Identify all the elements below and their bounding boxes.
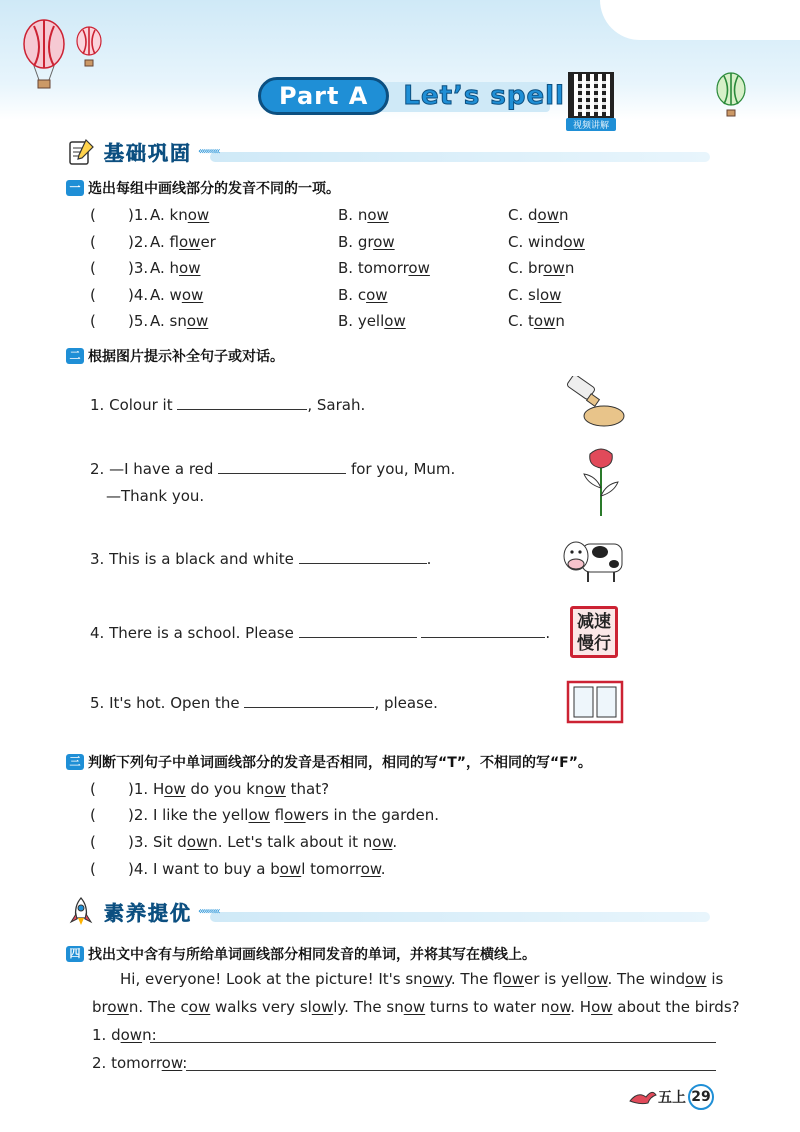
option-underlined: ow — [384, 312, 406, 330]
sign-text: 慢行 — [577, 634, 611, 654]
choice-paren[interactable]: ( — [90, 233, 96, 251]
option-c — [508, 233, 585, 251]
passage-text: n. The c — [128, 998, 189, 1016]
question-instruction: 选出每组中画线部分的发音不同的一项。 — [88, 181, 340, 197]
fill-item-3 — [90, 550, 431, 568]
item-number: 4. — [90, 624, 105, 642]
judge-paren[interactable]: ( — [90, 806, 96, 824]
sentence-underlined: ow — [186, 833, 209, 851]
section-header-advanced — [66, 896, 219, 926]
item-number: 3. — [90, 550, 105, 568]
answer-line-1[interactable] — [150, 1042, 716, 1043]
item-text: There is a school. Please — [109, 624, 294, 642]
passage-underlined: ow — [188, 998, 211, 1016]
option-underlined: ow — [537, 206, 559, 224]
qr-label[interactable]: 视频讲解 — [566, 118, 616, 131]
judge-paren[interactable]: ( — [90, 780, 96, 798]
option-c — [508, 259, 574, 277]
option-b — [338, 259, 430, 277]
sentence-text: fl — [269, 806, 285, 824]
passage-text: br — [92, 998, 108, 1016]
cow-icon — [560, 530, 626, 586]
fill-item-1 — [90, 396, 365, 414]
option-b — [338, 206, 389, 224]
option-underlined: ow — [373, 233, 395, 251]
answer-blank[interactable] — [421, 624, 545, 638]
paint-tube-icon — [562, 376, 628, 430]
sentence-underlined: ow — [279, 860, 302, 878]
choice-number: )2. — [128, 233, 149, 251]
sentence-text: ers in the garden. — [305, 806, 440, 824]
hot-air-balloon-icon — [714, 72, 748, 120]
option-text: B. yell — [338, 312, 385, 330]
choice-number: )1. — [128, 206, 149, 224]
choice-paren[interactable]: ( — [90, 206, 96, 224]
cloud-decoration — [600, 0, 800, 40]
section-header-basic — [66, 136, 219, 166]
section-bar — [210, 152, 710, 162]
option-underlined: ow — [366, 286, 388, 304]
qr-code[interactable] — [568, 72, 614, 118]
option-underlined: ow — [181, 286, 204, 304]
passage-text: ly. The sn — [333, 998, 404, 1016]
option-text: B. tomorr — [338, 259, 409, 277]
question-3-header — [66, 752, 592, 772]
passage-underlined: ow — [311, 998, 334, 1016]
option-a — [150, 286, 203, 304]
passage-text: walks very sl — [210, 998, 312, 1016]
option-a — [150, 206, 209, 224]
option-text: C. br — [508, 259, 544, 277]
label-text: n: — [142, 1026, 157, 1044]
choice-paren[interactable]: ( — [90, 312, 96, 330]
page-footer — [628, 1084, 714, 1110]
passage-underlined: ow — [685, 970, 707, 988]
passage-text: Hi, everyone! Look at the picture! It's sn — [120, 970, 423, 988]
item-text: for you, Mum. — [350, 460, 456, 478]
option-text: C. sl — [508, 286, 540, 304]
option-a — [150, 312, 208, 330]
answer-blank[interactable] — [299, 624, 417, 638]
item-text: , please. — [374, 694, 438, 712]
passage-underlined: ow — [550, 998, 571, 1016]
sentence-underlined: ow — [264, 780, 286, 798]
option-c — [508, 206, 569, 224]
option-c — [508, 312, 565, 330]
sentence-underlined: ow — [248, 806, 270, 824]
judge-paren[interactable]: ( — [90, 833, 96, 851]
sentence-underlined: ow — [284, 806, 306, 824]
sentence-text: . — [392, 833, 398, 851]
bird-icon — [628, 1087, 658, 1107]
sentence-underlined: ow — [372, 833, 393, 851]
option-text: n — [555, 312, 565, 330]
choice-paren[interactable]: ( — [90, 259, 96, 277]
choice-number: )5. — [128, 312, 149, 330]
section-title: 素养提优 — [104, 900, 192, 925]
question-number: 三 — [66, 754, 84, 770]
question-4-header — [66, 944, 536, 964]
option-underlined: ow — [408, 259, 430, 277]
question-instruction: 找出文中含有与所给单词画线部分相同发音的单词，并将其写在横线上。 — [88, 947, 536, 963]
item-text: —I have a red — [109, 460, 214, 478]
item-text: . — [545, 624, 551, 642]
option-b — [338, 233, 395, 251]
passage-text: is — [706, 970, 724, 988]
answer-blank[interactable] — [177, 396, 307, 410]
sentence-text: that? — [285, 780, 330, 798]
sentence-text: )3. — [128, 833, 153, 851]
option-text: er — [200, 233, 216, 251]
passage-underlined: ow — [107, 998, 129, 1016]
page-number: 29 — [688, 1084, 714, 1110]
question-instruction: 根据图片提示补全句子或对话。 — [88, 349, 284, 365]
passage-text: y. The fl — [444, 970, 503, 988]
option-text: B. c — [338, 286, 367, 304]
question-1-header — [66, 178, 340, 198]
answer-line-2[interactable] — [186, 1070, 716, 1071]
passage-line-2 — [92, 998, 740, 1016]
choice-number: )4. — [128, 286, 149, 304]
option-underlined: ow — [367, 206, 389, 224]
passage-text: er is yell — [524, 970, 588, 988]
option-underlined: ow — [178, 233, 201, 251]
fill-item-2-reply: —Thank you. — [106, 487, 205, 505]
rose-icon — [574, 444, 628, 518]
grade-label: 五上 — [658, 1090, 686, 1106]
option-text: n — [558, 206, 569, 224]
option-text: C. d — [508, 206, 538, 224]
option-text: A. fl — [150, 233, 179, 251]
passage-text: about the birds? — [612, 998, 740, 1016]
sentence-text: )2. — [128, 806, 153, 824]
option-text: C. wind — [508, 233, 564, 251]
passage-text: turns to water n — [425, 998, 551, 1016]
judge-sentence — [128, 860, 386, 878]
sentence-text: )1. — [128, 780, 153, 798]
sentence-text: l tomorr — [301, 860, 361, 878]
judge-sentence — [128, 780, 329, 798]
choice-number: )3. — [128, 259, 149, 277]
chevrons-decoration: ««««« — [198, 905, 219, 917]
window-icon — [566, 680, 624, 724]
hot-air-balloon-icon — [74, 26, 104, 70]
sign-text: 减速 — [577, 612, 611, 632]
option-text: A. h — [150, 259, 180, 277]
rocket-icon — [66, 896, 96, 926]
answer-blank[interactable] — [218, 460, 346, 474]
part-label: Part A — [258, 77, 389, 115]
option-b — [338, 286, 388, 304]
item-text: , Sarah. — [307, 396, 366, 414]
option-text: A. sn — [150, 312, 187, 330]
option-text: B. n — [338, 206, 368, 224]
sentence-underlined: ow — [164, 780, 186, 798]
section-title: 基础巩固 — [104, 140, 192, 165]
item-text: . — [426, 550, 432, 568]
label-text: 2. tomorr — [92, 1054, 162, 1072]
passage-text: . The wind — [607, 970, 686, 988]
sentence-text: I want to buy a b — [152, 860, 280, 878]
title-text: Let’s spell — [403, 81, 565, 111]
question-number: 四 — [66, 946, 84, 962]
question-number: 二 — [66, 348, 84, 364]
question-number: 一 — [66, 180, 84, 196]
sentence-text: H — [152, 780, 165, 798]
label-text: 1. d — [92, 1026, 121, 1044]
sentence-text: I like the yell — [152, 806, 249, 824]
option-c — [508, 286, 561, 304]
judge-paren[interactable]: ( — [90, 860, 96, 878]
item-number: 1. — [90, 396, 105, 414]
label-underlined: ow — [161, 1054, 183, 1072]
section-bar — [210, 912, 710, 922]
label-text: : — [182, 1054, 188, 1072]
fill-item-2 — [90, 460, 455, 478]
passage-underlined: ow — [403, 998, 426, 1016]
option-underlined: ow — [186, 312, 209, 330]
passage-underlined: ow — [422, 970, 445, 988]
page-title — [258, 76, 565, 116]
option-underlined: ow — [543, 259, 565, 277]
passage-underlined: ow — [587, 970, 608, 988]
hot-air-balloon-icon — [20, 18, 68, 92]
sentence-text: . — [380, 860, 386, 878]
judge-sentence — [128, 833, 397, 851]
answer-blank[interactable] — [299, 550, 427, 564]
fill-item-5 — [90, 694, 438, 712]
item-number: 5. — [90, 694, 105, 712]
fill-item-4 — [90, 624, 550, 642]
option-text: B. gr — [338, 233, 374, 251]
item-text: This is a black and white — [109, 550, 294, 568]
slow-down-sign — [570, 606, 618, 658]
answer-label-2 — [92, 1054, 187, 1072]
option-underlined: ow — [187, 206, 210, 224]
option-a — [150, 233, 216, 251]
question-2-header — [66, 346, 284, 366]
label-underlined: ow — [120, 1026, 143, 1044]
passage-text: . H — [570, 998, 592, 1016]
chevrons-decoration: ««««« — [198, 145, 219, 157]
option-underlined: ow — [563, 233, 585, 251]
option-text: A. kn — [150, 206, 188, 224]
option-b — [338, 312, 406, 330]
passage-underlined: ow — [502, 970, 524, 988]
option-underlined: ow — [179, 259, 201, 277]
option-text: A. w — [150, 286, 182, 304]
item-text: It's hot. Open the — [109, 694, 240, 712]
sentence-text: do you kn — [185, 780, 265, 798]
option-underlined: ow — [533, 312, 556, 330]
passage-line-1 — [120, 970, 723, 988]
item-text: Colour it — [109, 396, 173, 414]
passage-underlined: ow — [591, 998, 613, 1016]
option-text: n — [564, 259, 575, 277]
answer-label-1 — [92, 1026, 157, 1044]
option-a — [150, 259, 201, 277]
sentence-text: Sit d — [152, 833, 187, 851]
answer-blank[interactable] — [244, 694, 374, 708]
sentence-text: n. Let's talk about it n — [208, 833, 373, 851]
question-instruction: 判断下列句子中单词画线部分的发音是否相同，相同的写“T”，不相同的写“F”。 — [88, 755, 592, 771]
item-number: 2. — [90, 460, 105, 478]
sentence-underlined: ow — [360, 860, 381, 878]
pencil-note-icon — [66, 136, 96, 166]
option-text: C. t — [508, 312, 534, 330]
judge-sentence — [128, 806, 439, 824]
sentence-text: )4. — [128, 860, 153, 878]
choice-paren[interactable]: ( — [90, 286, 96, 304]
option-underlined: ow — [540, 286, 562, 304]
